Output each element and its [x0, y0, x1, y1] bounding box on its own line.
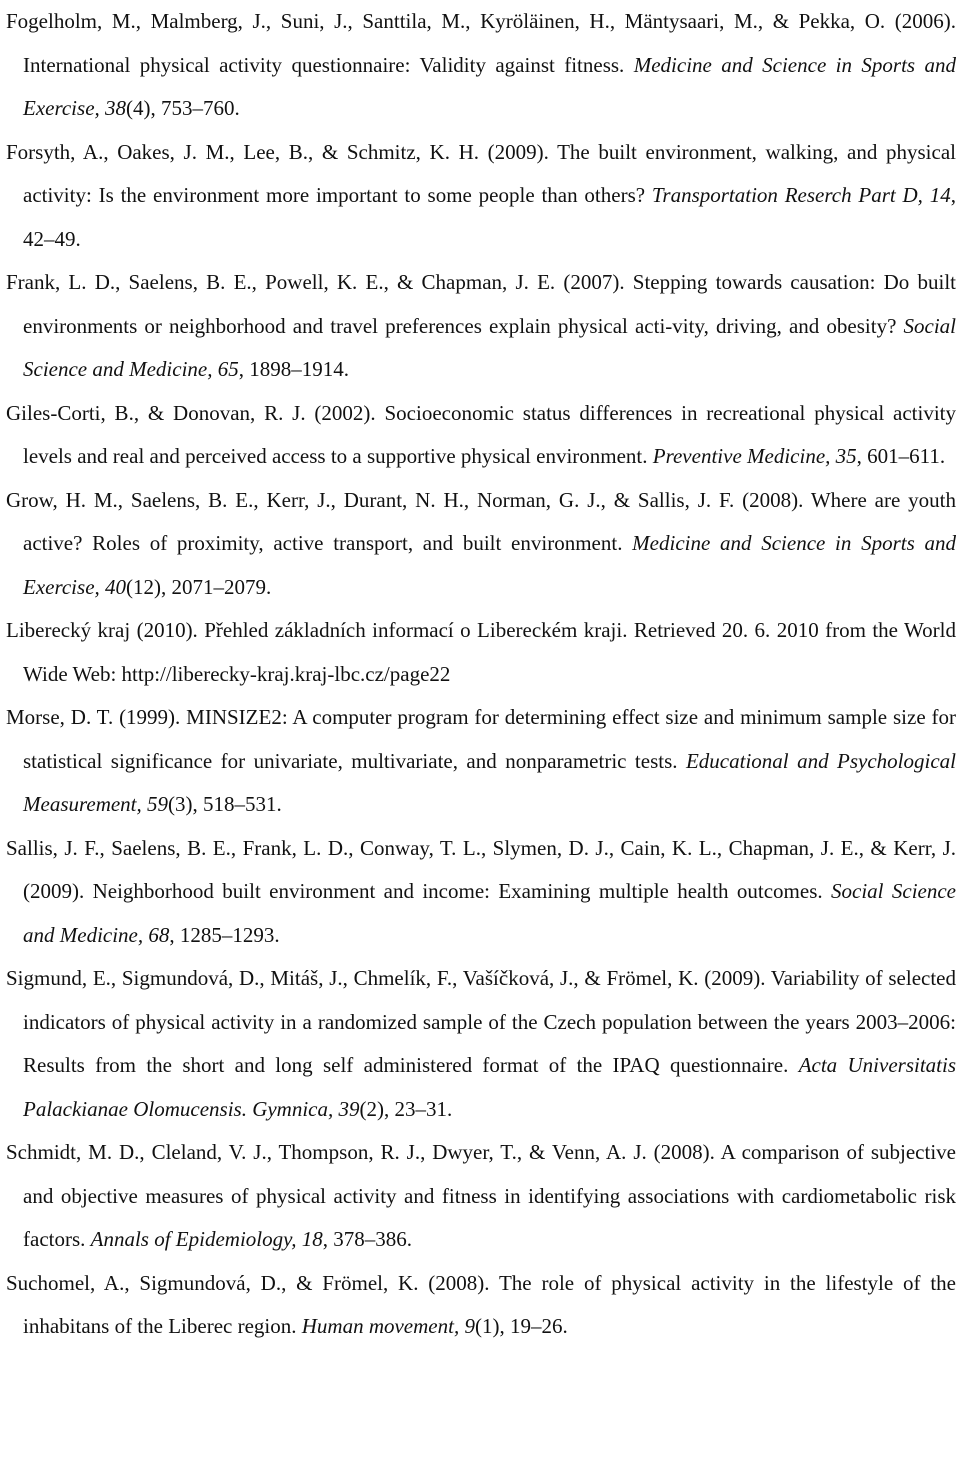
reference-title: The built environment, walking, and physical activity: Is the environment more important to some people than others?: [23, 139, 956, 207]
reference-item: [6, 1262, 956, 1349]
reference-item: [6, 0, 956, 131]
reference-title: A comparison of subjective and objective measures of physical activity and fitness in identifying associations with cardiometabolic risk factors.: [23, 1140, 956, 1251]
reference-title: International physical activity questionnaire: Validity against fitness.: [23, 52, 634, 77]
reference-item: [6, 957, 956, 1131]
reference-title: Where are youth active? Roles of proximity, active transport, and built environment.: [23, 487, 956, 555]
reference-authors: Frank, L. D., Saelens, B. E., Powell, K. E., & Chapman, J. E. (2007).: [6, 270, 633, 294]
reference-authors: Grow, H. M., Saelens, B. E., Kerr, J., Durant, N. H., Norman, G. J., & Sallis, J. F. (2008).: [6, 487, 811, 512]
reference-source: Social Science and Medicine, 65: [23, 313, 956, 381]
reference-details: Retrieved 20. 6. 2010 from the World Wide Web: http://liberecky-kraj.kraj-lbc.cz/page22: [23, 618, 956, 686]
reference-title: The role of physical activity in the lifestyle of the inhabitans of the Liberec region.: [23, 1270, 956, 1338]
reference-list: [6, 0, 956, 1349]
reference-title: Socioeconomic status differences in recreational physical activity levels and real and perceived access to a supportive physical environment.: [23, 400, 956, 468]
reference-source: Social Science and Medicine, 68: [23, 879, 956, 947]
reference-item: [6, 479, 956, 610]
reference-item: [6, 696, 956, 827]
reference-authors: Suchomel, A., Sigmundová, D., & Frömel, K. (2008).: [6, 1270, 499, 1295]
reference-authors: Fogelholm, M., Malmberg, J., Suni, J., Santtila, M., Kyröläinen, H., Mäntysaari, M., & Pekka, O. (2006).: [6, 9, 956, 33]
reference-details: , 378–386.: [322, 1227, 413, 1251]
reference-item: [6, 1131, 956, 1262]
reference-authors: Schmidt, M. D., Cleland, V. J., Thompson, R. J., Dwyer, T., & Venn, A. J. (2008).: [6, 1140, 721, 1164]
reference-item: [6, 131, 956, 262]
reference-title: Stepping towards causation: Do built environments or neighborhood and travel preferences explain physical acti-vity, driving, and obesity?: [23, 270, 956, 338]
reference-authors: Forsyth, A., Oakes, J. M., Lee, B., & Schmitz, K. H. (2009).: [6, 139, 558, 164]
reference-authors: Liberecký kraj (2010).: [6, 618, 205, 642]
reference-source: Educational and Psychological Measurement, 59: [23, 748, 956, 816]
reference-details: , 601–611.: [856, 444, 946, 468]
reference-item: [6, 392, 956, 479]
reference-title: Variability of selected indicators of physical activity in a randomized sample of the Czech population between the years 2003–2006: Results from the short and long self administered format of the IPAQ questionnaire.: [23, 966, 956, 1077]
reference-source: Acta Universitatis Palackianae Olomucensis. Gymnica, 39: [23, 1053, 957, 1121]
reference-details: (12), 2071–2079.: [126, 574, 272, 599]
reference-source: Medicine and Science in Sports and Exercise, 40: [23, 531, 956, 599]
reference-title: MINSIZE2: A computer program for determining effect size and minimum sample size for statistical significance for univariate, multivariate, and nonparametric tests.: [23, 705, 956, 773]
reference-item: [6, 827, 956, 958]
reference-authors: Sallis, J. F., Saelens, B. E., Frank, L. D., Conway, T. L., Slymen, D. J., Cain, K. L., Chapman, J. E., & Kerr, J. (2009).: [6, 835, 956, 903]
reference-details: (3), 518–531.: [168, 792, 282, 816]
reference-details: , 42–49.: [23, 183, 956, 251]
reference-source: Annals of Epidemiology, 18: [90, 1227, 323, 1251]
reference-source: Transportation Reserch Part D, 14: [651, 183, 951, 207]
reference-item: [6, 261, 956, 392]
reference-details: , 1898–1914.: [238, 357, 349, 381]
reference-source: Preventive Medicine, 35: [652, 444, 857, 468]
reference-item: [6, 609, 956, 696]
reference-authors: Morse, D. T. (1999).: [6, 705, 187, 729]
reference-source: Medicine and Science in Sports and Exercise, 38: [23, 52, 956, 120]
reference-details: (4), 753–760.: [126, 96, 240, 120]
reference-details: (2), 23–31.: [359, 1096, 453, 1121]
reference-title: Přehled základních informací o Libereckém kraji.: [204, 618, 634, 642]
reference-details: (1), 19–26.: [474, 1314, 568, 1338]
reference-title: Neighborhood built environment and income: Examining multiple health outcomes.: [92, 879, 832, 903]
reference-authors: Giles-Corti, B., & Donovan, R. J. (2002).: [6, 400, 385, 425]
reference-details: , 1285–1293.: [169, 922, 280, 947]
reference-authors: Sigmund, E., Sigmundová, D., Mitáš, J., Chmelík, F., Vašíčková, J., & Frömel, K. (2009).: [6, 966, 771, 990]
reference-source: Human movement, 9: [301, 1314, 475, 1338]
